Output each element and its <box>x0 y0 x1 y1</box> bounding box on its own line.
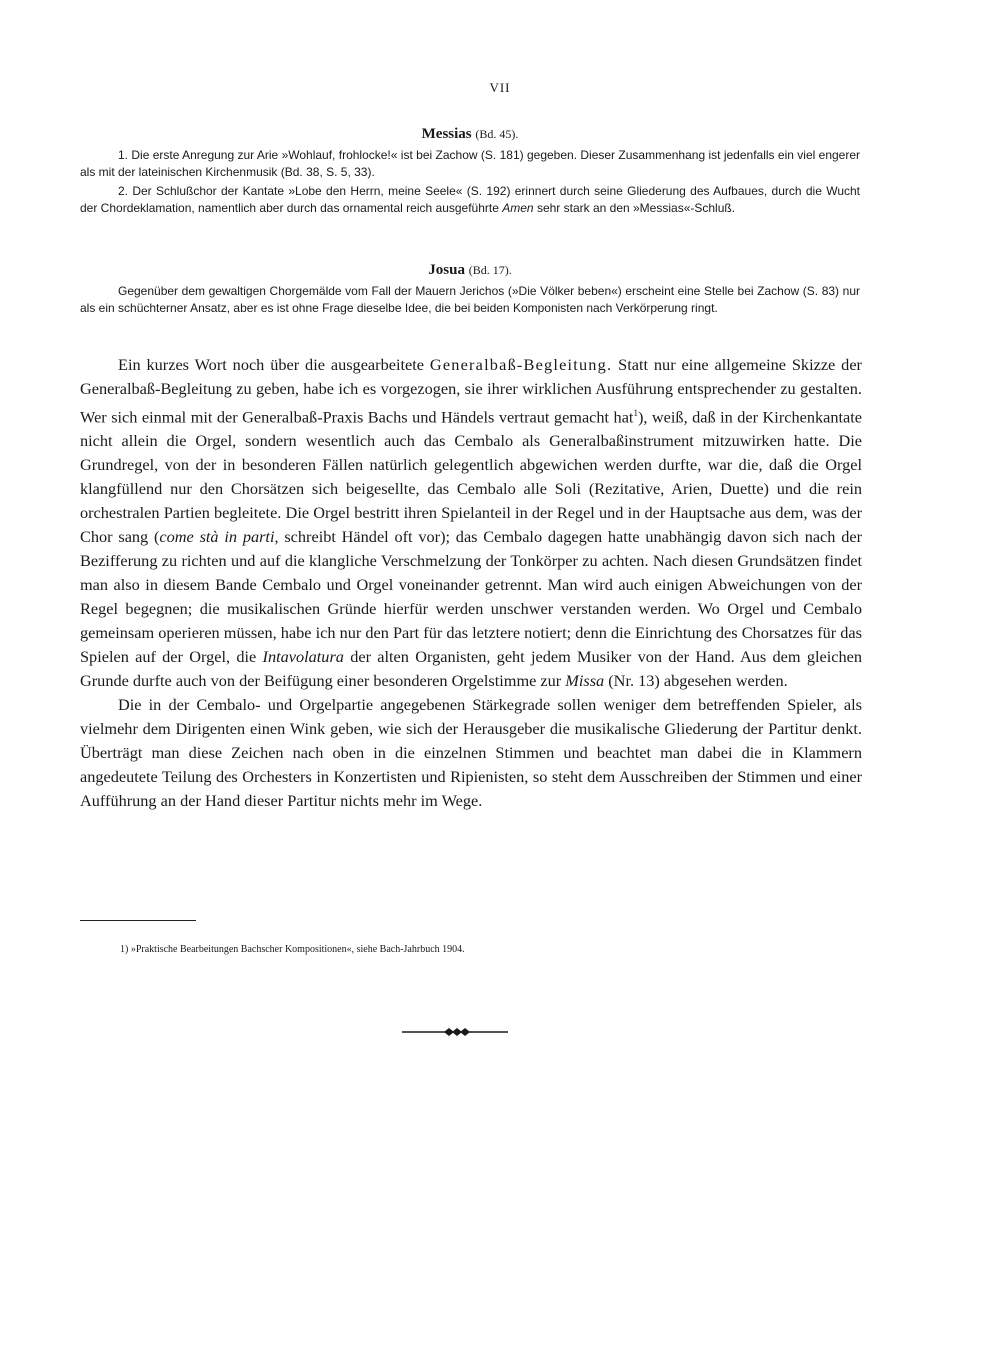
messias-title: Messias <box>421 126 472 142</box>
p1-text-a: Ein kurzes Wort noch über die ausgearbeitete <box>118 355 424 374</box>
josua-ref: (Bd. 17). <box>468 263 512 277</box>
josua-section <box>80 262 860 317</box>
p1-italic-missa: Missa <box>565 671 605 691</box>
section-title-josua <box>80 262 860 279</box>
p2-text: Die in der Cembalo- und Orgelpartie angegebenen Stärkegrade sollen weniger dem betreffenden Spieler, als vielmehr dem Dirigenten einen Wink geben, wie sich der Herausgeber die musikalische Gliederung der Partitur denkt. Überträgt man diese Zeichen nach oben in die einzelnen Stimmen und beachtet man dabei die in Klammern angedeutete Teilung des Orchesters in Konzertisten und Ripienisten, so steht dem Ausschreiben der Stimmen und einer Aufführung an der Hand dieser Partitur nichts mehr im Wege. <box>80 695 862 811</box>
josua-text: Gegenüber dem gewaltigen Chorgemälde vom Fall der Mauern Jerichos (»Die Völker beben«) erscheint eine Stelle bei Zachow (S. 83) nur als ein schüchterner Ansatz, aber es ist ohne Frage dieselbe Idee, die bei beiden Komponisten nach Verkörperung ringt. <box>80 284 860 315</box>
p1-spaced-term: Generalbaß-Begleitung. <box>429 355 613 374</box>
footnote: 1) »Praktische Bearbeitungen Bachscher Kompositionen«, siehe Bach-Jahrbuch 1904. <box>120 944 465 955</box>
p1-italic-come-sta: come stà in parti <box>159 527 275 547</box>
ornament-divider <box>400 1026 510 1038</box>
section-title-messias <box>80 126 860 143</box>
main-text <box>80 353 862 813</box>
p1-italic-intavolatura: Intavolatura <box>262 647 344 667</box>
p1-text-e: der alten Organisten, geht jedem Musiker von der Hand. Aus dem gleichen Grunde durfte auch von der Beifügung einer besonderen Orgelstimme zur <box>80 647 862 691</box>
messias-note-2-text-a: 2. Der Schlußchor der Kantate »Lobe den Herrn, meine Seele« (S. 192) erinnert durch seine Gliederung des Aufbaues, durch die Wucht der Chordeklamation, namentlich aber durch das ornamental reich ausgeführte <box>80 184 860 215</box>
paragraph-generalbass <box>80 353 862 693</box>
footnote-rule <box>80 920 196 921</box>
paragraph-staerkegrade <box>80 693 862 813</box>
messias-ref: (Bd. 45). <box>475 127 519 141</box>
messias-note-2-text-b: sehr stark an den »Messias«-Schluß. <box>536 201 736 215</box>
messias-note-1-text: 1. Die erste Anregung zur Arie »Wohlauf, frohlocke!« ist bei Zachow (S. 181) gegeben. Dieser Zusammenhang ist jedenfalls ein viel engerer als mit der lateinischen Kirchenmusik (Bd. 38, S. 5, 33). <box>80 148 860 179</box>
josua-paragraph <box>80 283 860 317</box>
p1-text-f: (Nr. 13) abgesehen werden. <box>608 671 788 691</box>
footnote-reference: 1 <box>633 408 638 418</box>
p1-text-c: ), weiß, daß in der Kirchenkantate nicht allein die Orgel, sondern wesentlich auch das Cembalo als Generalbaßinstrument mitzuwirken hatte. Die Grundregel, von der in besonderen Fällen natürlich gelegentlich abgewichen werden durfte, war die, daß die Orgel klangfüllend nur den Chorsätzen sich beigesellte, das Cembalo alle Soli (Rezitative, Arien, Duette) und die rein orchestralen Partien begleitete. Die Orgel bestritt ihren Spielanteil in der Regel und in der Hauptsache aus dem, was der Chor sang ( <box>80 407 862 547</box>
messias-note-2-amen: Amen <box>502 201 534 215</box>
josua-title: Josua <box>428 262 465 278</box>
p1-text-d: , schreibt Händel oft vor); das Cembalo dagegen hatte unabhängig davon sich nach der Bezifferung zu richten und auf die klangliche Verschmelzung der Tonkörper zu achten. Nach diesen Grundsätzen findet man also in diesem Bande Cembalo und Orgel voneinander getrennt. Man wird auch einigen Abweichungen von der Regel begegnen; die musikalischen Gründe hierfür werden unschwer verstanden werden. Wo Orgel und Cembalo gemeinsam operieren müssen, habe ich nur den Part für das letztere notiert; denn die Einrichtung des Chorsatzes für das Spielen auf der Orgel, die <box>80 527 863 667</box>
p1-text-b: Statt nur eine allgemeine Skizze der Generalbaß-Begleitung zu geben, habe ich es vorgezogen, sie ihrer wirklichen Ausführung entsprechender zu gestalten. Wer sich einmal mit der Generalbaß-Praxis Bachs und Händels vertraut gemacht hat <box>80 355 862 427</box>
messias-note-2 <box>80 183 860 217</box>
messias-section <box>80 126 860 217</box>
messias-note-1 <box>80 147 860 181</box>
page-number: VII <box>489 80 511 95</box>
